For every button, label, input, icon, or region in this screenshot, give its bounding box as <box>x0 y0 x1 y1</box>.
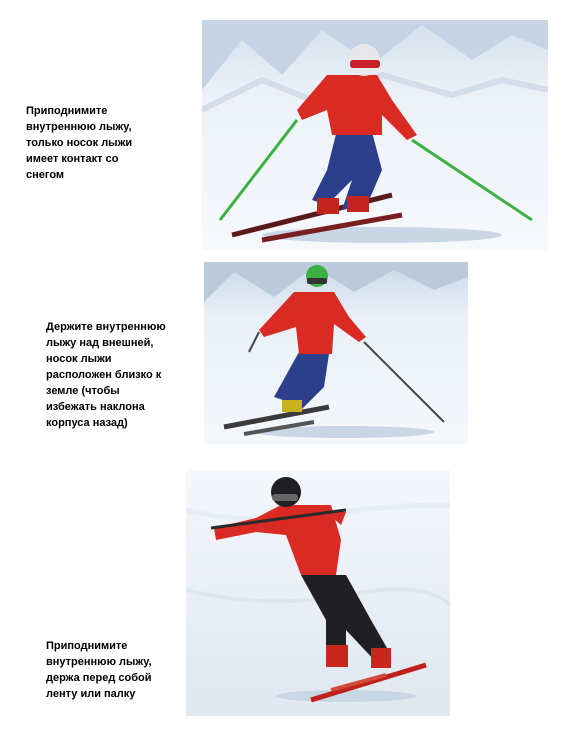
photo-1 <box>202 20 548 250</box>
photo-2 <box>204 262 468 444</box>
caption-2: Держите внутреннюю лыжу над внешней, носок лыжи расположен близко к земле (чтобы избежать наклона корпуса назад) <box>46 321 166 429</box>
caption-1: Приподнимите внутреннюю лыжу, только носок лыжи имеет контакт со снегом <box>26 105 133 181</box>
photo-3 <box>186 470 450 716</box>
caption-3: Приподнимите внутреннюю лыжу, держа перед собой ленту или палку <box>46 640 152 700</box>
